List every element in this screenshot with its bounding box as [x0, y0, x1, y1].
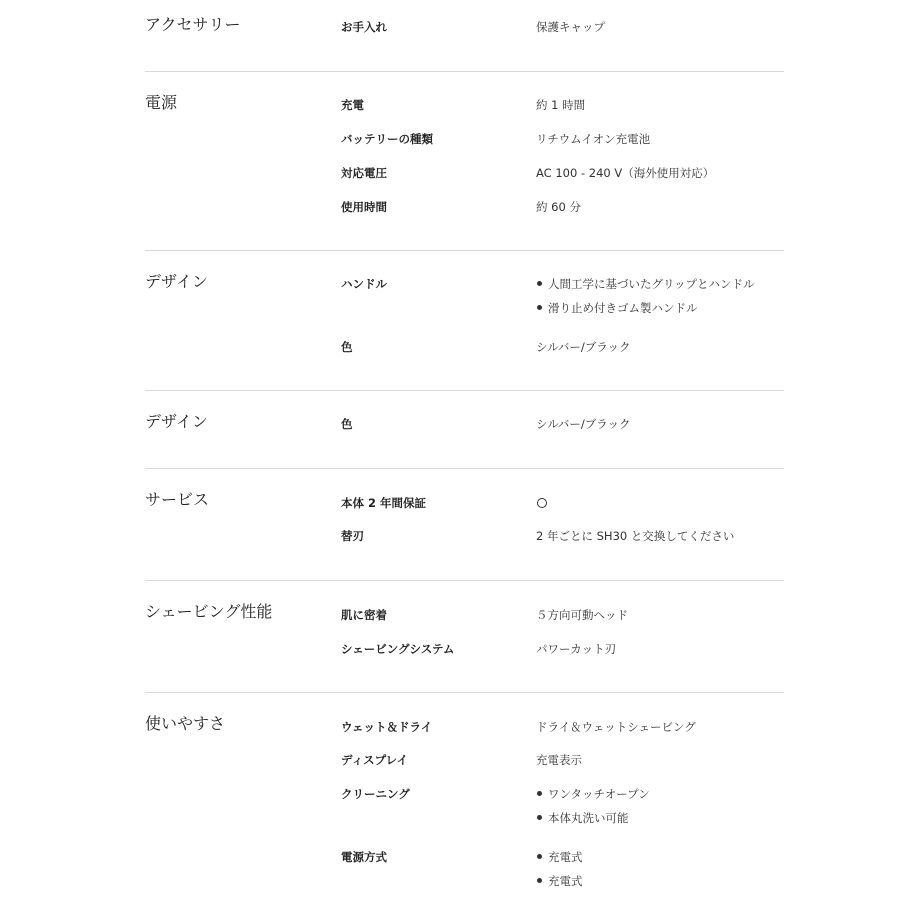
- bullet-text: 充電式: [548, 850, 583, 864]
- spec-label: 替刃: [341, 529, 364, 543]
- spec-value: 充電表示: [536, 753, 582, 767]
- spec-label: ハンドル: [341, 277, 387, 291]
- bullet-icon: [537, 791, 542, 796]
- spec-section-shaving-performance: [145, 581, 784, 693]
- bullet-icon: [537, 878, 542, 883]
- spec-value: ５方向可動ヘッド: [536, 608, 628, 622]
- bullet-icon: [537, 854, 542, 859]
- spec-value: リチウムイオン充電池: [536, 132, 651, 146]
- section-title: デザイン: [145, 272, 208, 291]
- spec-section-design: [145, 251, 784, 391]
- spec-bullet-list: [536, 849, 583, 896]
- spec-section-service: [145, 469, 784, 581]
- spec-bullet-list: [536, 786, 650, 833]
- spec-label: バッテリーの種類: [341, 132, 433, 146]
- spec-label: 肌に密着: [341, 608, 387, 622]
- section-title: サービス: [145, 490, 210, 509]
- spec-label: 色: [341, 417, 353, 431]
- spec-label: クリーニング: [341, 787, 410, 801]
- section-title: 使いやすさ: [145, 714, 226, 733]
- spec-value: AC 100 - 240 V（海外使用対応）: [536, 166, 715, 180]
- list-item: [536, 873, 583, 897]
- spec-section-accessories: [145, 0, 784, 72]
- spec-label: 色: [341, 340, 353, 354]
- bullet-text: 滑り止め付きゴム製ハンドル: [548, 300, 698, 315]
- spec-label: ウェット＆ドライ: [341, 720, 433, 734]
- spec-label: お手入れ: [341, 20, 387, 34]
- spec-label: 充電: [341, 98, 364, 112]
- bullet-icon: [537, 281, 542, 286]
- spec-value: ドライ＆ウェットシェービング: [536, 720, 696, 734]
- bullet-icon: [537, 815, 542, 820]
- spec-section-usability: [145, 693, 784, 900]
- spec-label: シェービングシステム: [341, 642, 455, 656]
- spec-label: 電源方式: [341, 850, 387, 864]
- bullet-icon: [537, 305, 542, 310]
- section-title: シェービング性能: [145, 602, 273, 621]
- bullet-text: 本体丸洗い可能: [548, 810, 629, 825]
- spec-label: ディスプレイ: [341, 753, 409, 767]
- list-item: [536, 300, 755, 324]
- section-title: アクセサリー: [145, 15, 241, 34]
- bullet-text: ワンタッチオープン: [548, 787, 650, 801]
- spec-bullet-list: [536, 276, 755, 323]
- spec-value: 保護キャップ: [536, 20, 605, 34]
- section-title: 電源: [145, 93, 178, 112]
- spec-section-power: [145, 72, 784, 251]
- spec-value: シルバー/ブラック: [536, 417, 631, 431]
- spec-label: 対応電圧: [341, 166, 387, 180]
- bullet-text: 人間工学に基づいたグリップとハンドル: [548, 277, 755, 291]
- list-item: [536, 849, 583, 873]
- circle-mark-icon: [537, 498, 547, 508]
- list-item: [536, 810, 650, 834]
- spec-value: [536, 495, 547, 512]
- spec-value: シルバー/ブラック: [536, 340, 631, 354]
- spec-value: 約 1 時間: [536, 98, 586, 112]
- section-title: デザイン: [145, 412, 208, 431]
- spec-label: 使用時間: [341, 200, 387, 214]
- list-item: [536, 786, 650, 810]
- spec-label: 本体 2 年間保証: [341, 496, 427, 510]
- spec-section-design-color: [145, 391, 784, 469]
- spec-value: パワーカット刃: [536, 642, 617, 656]
- bullet-text: 充電式: [548, 873, 583, 888]
- spec-value: 約 60 分: [536, 200, 581, 214]
- spec-value: 2 年ごとに SH30 と交換してください: [536, 529, 735, 543]
- list-item: [536, 276, 755, 300]
